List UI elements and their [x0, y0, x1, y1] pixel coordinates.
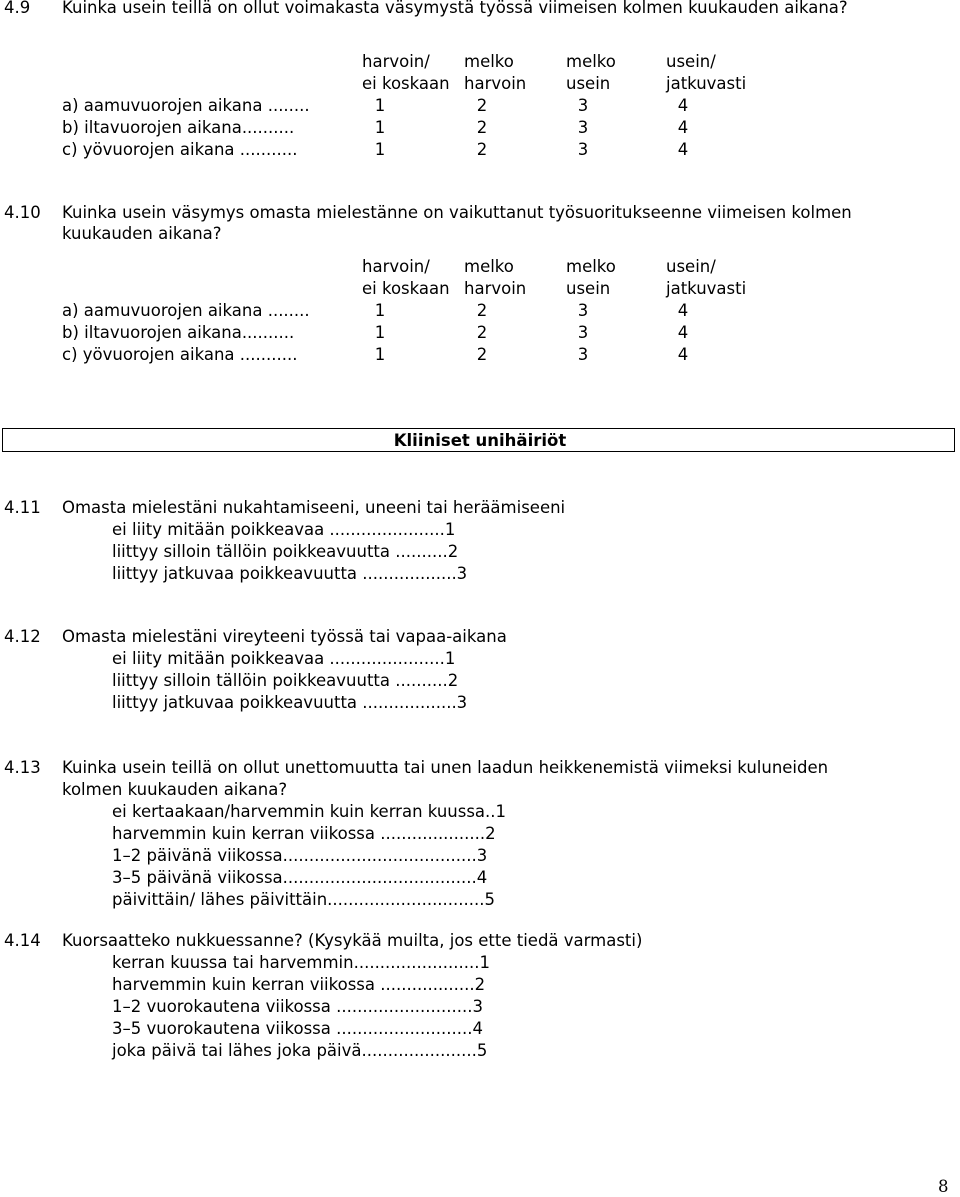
header-col1-line2: ei koskaan	[362, 279, 450, 298]
question-text-line1: Kuinka usein väsymys omasta mielestänne on vaikuttanut työsuoritukseenne viimeisen kolmen	[62, 203, 852, 222]
page-number: 8	[938, 1177, 949, 1196]
answer-option[interactable]: 3–5 päivänä viikossa.....................................4	[112, 868, 488, 887]
row-label: c) yövuorojen aikana ...........	[62, 345, 298, 364]
answer-option[interactable]: ei liity mitään poikkeavaa ......................1	[112, 649, 456, 668]
answer-option[interactable]: joka päivä tai lähes joka päivä......................5	[112, 1041, 488, 1060]
answer-option[interactable]: 2	[476, 140, 488, 159]
question-text: Kuinka usein teillä on ollut voimakasta väsymystä työssä viimeisen kolmen kuukauden aikana?	[62, 0, 848, 17]
answer-option[interactable]: 3	[577, 140, 589, 159]
row-label: b) iltavuorojen aikana..........	[62, 118, 295, 137]
answer-option[interactable]: 1	[374, 96, 386, 115]
header-col4-line1: usein/	[666, 257, 716, 276]
answer-option[interactable]: harvemmin kuin kerran viikossa ..................2	[112, 975, 486, 994]
header-col2-line1: melko	[464, 257, 514, 276]
answer-option[interactable]: 3	[577, 118, 589, 137]
answer-option[interactable]: 2	[476, 96, 488, 115]
answer-option[interactable]: 3	[577, 323, 589, 342]
answer-option[interactable]: 2	[476, 345, 488, 364]
answer-option[interactable]: 1	[374, 323, 386, 342]
question-text: Omasta mielestäni vireyteeni työssä tai vapaa-aikana	[62, 627, 507, 646]
answer-option[interactable]: 1–2 vuorokautena viikossa ..........................3	[112, 997, 484, 1016]
header-col3-line1: melko	[566, 257, 616, 276]
answer-option[interactable]: 4	[677, 118, 689, 137]
question-number: 4.12	[4, 627, 41, 646]
header-col1-line2: ei koskaan	[362, 74, 450, 93]
answer-option[interactable]: 1	[374, 118, 386, 137]
row-label: b) iltavuorojen aikana..........	[62, 323, 295, 342]
section-title: Kliiniset unihäiriöt	[393, 431, 567, 450]
answer-option[interactable]: ei liity mitään poikkeavaa ......................1	[112, 520, 456, 539]
question-text-line1: Kuinka usein teillä on ollut unettomuutta tai unen laadun heikkenemistä viimeksi kuluneiden	[62, 758, 829, 777]
answer-option[interactable]: 2	[476, 118, 488, 137]
header-col4-line2: jatkuvasti	[666, 74, 747, 93]
answer-option[interactable]: 1	[374, 140, 386, 159]
answer-option[interactable]: 2	[476, 301, 488, 320]
answer-option[interactable]: 2	[476, 323, 488, 342]
header-col2-line2: harvoin	[464, 74, 527, 93]
answer-option[interactable]: 1	[374, 345, 386, 364]
answer-option[interactable]: kerran kuussa tai harvemmin........................1	[112, 953, 490, 972]
answer-option[interactable]: 3–5 vuorokautena viikossa ..........................4	[112, 1019, 484, 1038]
header-col2-line1: melko	[464, 52, 514, 71]
answer-option[interactable]: 1–2 päivänä viikossa.....................................3	[112, 846, 488, 865]
row-label: a) aamuvuorojen aikana ........	[62, 96, 310, 115]
question-text-line2: kuukauden aikana?	[62, 224, 222, 243]
answer-option[interactable]: 3	[577, 301, 589, 320]
answer-option[interactable]: 4	[677, 301, 689, 320]
answer-option[interactable]: 4	[677, 140, 689, 159]
header-col3-line2: usein	[566, 279, 611, 298]
header-col4-line1: usein/	[666, 52, 716, 71]
answer-option[interactable]: 3	[577, 345, 589, 364]
header-col3-line2: usein	[566, 74, 611, 93]
row-label: c) yövuorojen aikana ...........	[62, 140, 298, 159]
question-number: 4.10	[4, 203, 41, 222]
header-col2-line2: harvoin	[464, 279, 527, 298]
header-col4-line2: jatkuvasti	[666, 279, 747, 298]
question-text: Kuorsaatteko nukkuessanne? (Kysykää muilta, jos ette tiedä varmasti)	[62, 931, 643, 950]
answer-option[interactable]: 4	[677, 345, 689, 364]
question-text-line2: kolmen kuukauden aikana?	[62, 780, 288, 799]
header-col1-line1: harvoin/	[362, 52, 430, 71]
answer-option[interactable]: 4	[677, 96, 689, 115]
answer-option[interactable]: päivittäin/ lähes päivittäin..............................5	[112, 890, 496, 909]
answer-option[interactable]: liittyy silloin tällöin poikkeavuutta ..........2	[112, 542, 459, 561]
question-number: 4.13	[4, 758, 41, 777]
header-col1-line1: harvoin/	[362, 257, 430, 276]
question-number: 4.14	[4, 931, 41, 950]
question-number: 4.11	[4, 498, 41, 517]
question-number: 4.9	[4, 0, 31, 17]
answer-option[interactable]: 3	[577, 96, 589, 115]
answer-option[interactable]: 4	[677, 323, 689, 342]
answer-option[interactable]: 1	[374, 301, 386, 320]
answer-option[interactable]: liittyy silloin tällöin poikkeavuutta ..........2	[112, 671, 459, 690]
question-text: Omasta mielestäni nukahtamiseeni, uneeni tai heräämiseeni	[62, 498, 566, 517]
row-label: a) aamuvuorojen aikana ........	[62, 301, 310, 320]
answer-option[interactable]: liittyy jatkuvaa poikkeavuutta ..................3	[112, 693, 468, 712]
answer-option[interactable]: harvemmin kuin kerran viikossa ....................2	[112, 824, 496, 843]
answer-option[interactable]: liittyy jatkuvaa poikkeavuutta ..................3	[112, 564, 468, 583]
answer-option[interactable]: ei kertaakaan/harvemmin kuin kerran kuussa..1	[112, 802, 507, 821]
header-col3-line1: melko	[566, 52, 616, 71]
